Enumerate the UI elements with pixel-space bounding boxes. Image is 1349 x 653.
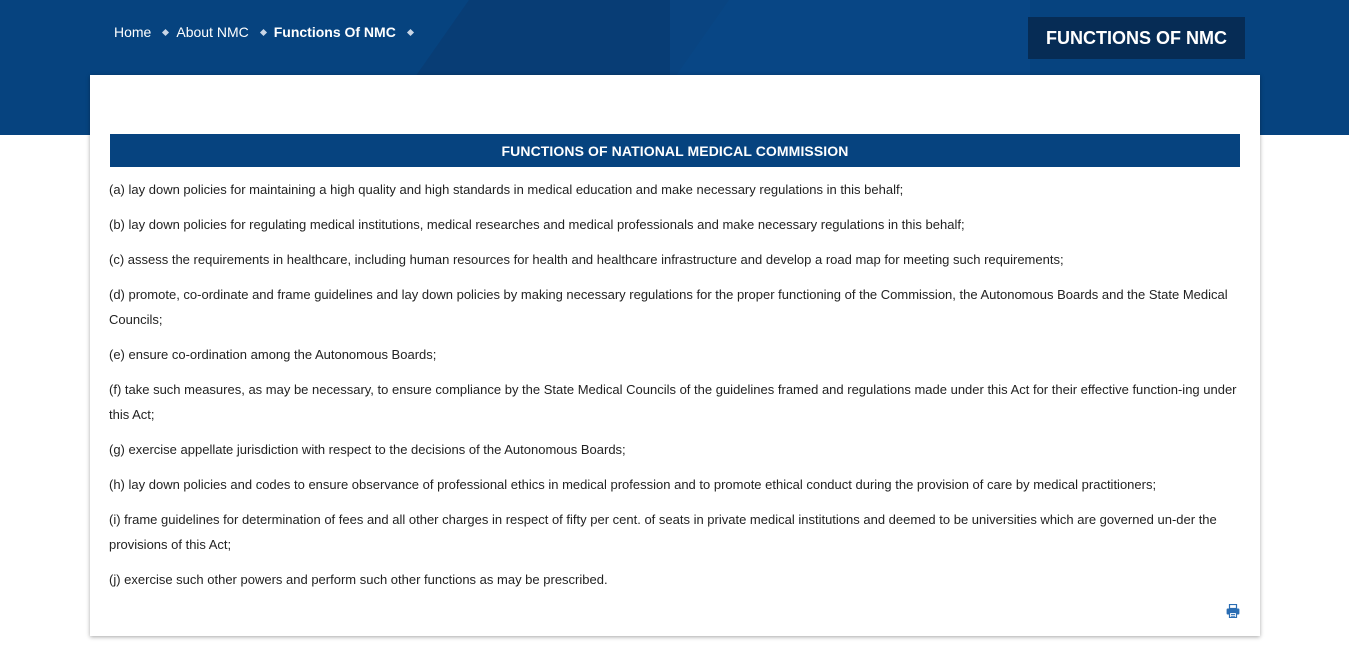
function-item: (d) promote, co-ordinate and frame guidelines and lay down policies by making necessary regulations for the proper functioning of the Commission, the Autonomous Boards and the State Medical Councils; [109,287,1228,327]
section-heading: FUNCTIONS OF NATIONAL MEDICAL COMMISSION [110,134,1240,167]
breadcrumb-home-link[interactable]: Home [114,24,152,40]
function-item: (f) take such measures, as may be necessary, to ensure compliance by the State Medical Councils of the guidelines framed and regulations made under this Act for their effective function-ing under this Act; [109,382,1237,422]
print-icon[interactable] [1226,604,1240,618]
function-item: (b) lay down policies for regulating medical institutions, medical researches and medical professionals and make necessary regulations in this behalf; [109,217,965,232]
page-title: FUNCTIONS OF NMC [1028,17,1245,59]
function-item: (c) assess the requirements in healthcare, including human resources for health and healthcare infrastructure and develop a road map for meeting such requirements; [109,252,1064,267]
function-item: (a) lay down policies for maintaining a high quality and high standards in medical education and make necessary regulations in this behalf; [109,182,904,197]
breadcrumb-about-link[interactable]: About NMC [176,24,249,40]
functions-list [109,177,1241,602]
content-card [90,75,1260,636]
breadcrumb-separator-icon [162,28,169,35]
function-item: (e) ensure co-ordination among the Autonomous Boards; [109,347,437,362]
function-item: (h) lay down policies and codes to ensure observance of professional ethics in medical profession and to promote ethical conduct during the provision of care by medical practitioners; [109,477,1157,492]
breadcrumb-current-link[interactable]: Functions Of NMC [273,24,396,40]
function-item: (j) exercise such other powers and perform such other functions as may be prescribed. [109,572,608,587]
breadcrumb-separator-icon [260,28,267,35]
breadcrumb [114,22,421,42]
function-item: (i) frame guidelines for determination of fees and all other charges in respect of fifty per cent. of seats in private medical institutions and deemed to be universities which are governed un-der the provisions of this Act; [109,512,1217,552]
function-item: (g) exercise appellate jurisdiction with respect to the decisions of the Autonomous Boards; [109,442,626,457]
banner-decoration [670,0,1030,75]
breadcrumb-separator-icon [407,28,414,35]
